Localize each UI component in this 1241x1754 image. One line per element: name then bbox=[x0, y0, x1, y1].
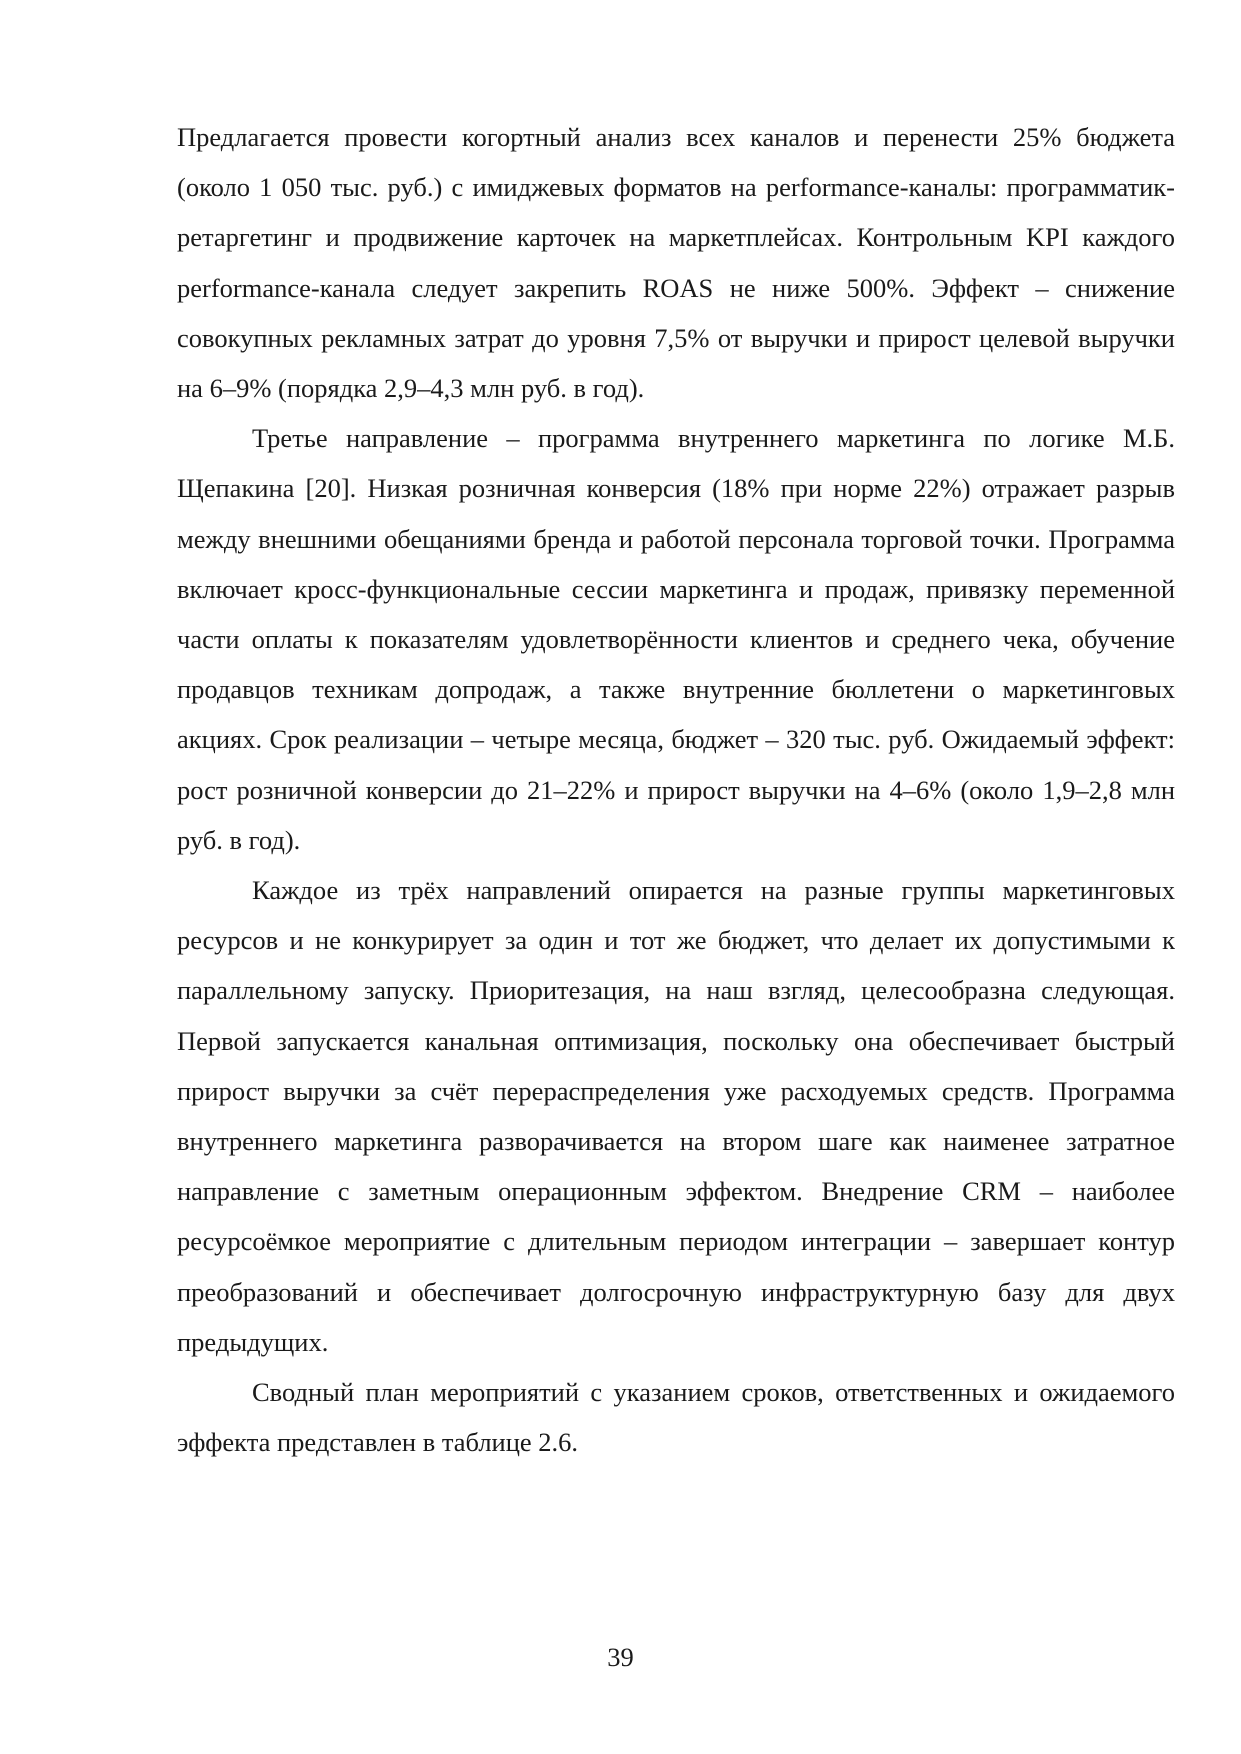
paragraph-3: Каждое из трёх направлений опирается на разные группы маркетинговых ресурсов и не конкурирует за один и тот же бюджет, что делает их допустимыми к параллельному запуску. Приоритезация, на наш взгляд, целесообразна следующая. Первой запускается канальная оптимизация, поскольку она обеспечивает быстрый прирост выручки за счёт перераспределения уже расходуемых средств. Программа внутреннего маркетинга разворачивается на втором шаге как наименее затратное направление с заметным операционным эффектом. Внедрение CRM – наиболее ресурсоёмкое мероприятие с длительным периодом интеграции – завершает контур преобразований и обеспечивает долгосрочную инфраструктурную базу для двух предыдущих. bbox=[177, 875, 1175, 1357]
paragraph-4: Сводный план мероприятий с указанием сроков, ответственных и ожидаемого эффекта представлен в таблице 2.6. bbox=[177, 1377, 1175, 1458]
paragraph-1: Предлагается провести когортный анализ всех каналов и перенести 25% бюджета (около 1 050 тыс. руб.) с имиджевых форматов на performance-каналы: программатик-ретаргетинг и продвижение карточек на маркетплейсах. Контрольным KPI каждого performance-канала следует закрепить ROAS не ниже 500%. Эффект – снижение совокупных рекламных затрат до уровня 7,5% от выручки и прирост целевой выручки на 6–9% (порядка 2,9–4,3 млн руб. в год). bbox=[177, 122, 1175, 404]
paragraph-2: Третье направление – программа внутреннего маркетинга по логике М.Б. Щепакина [20]. Низкая розничная конверсия (18% при норме 22%) отражает разрыв между внешними обещаниями бренда и работой персонала торговой точки. Программа включает кросс-функциональные сессии маркетинга и продаж, привязку переменной части оплаты к показателям удовлетворённости клиентов и среднего чека, обучение продавцов техникам допродаж, а также внутренние бюллетени о маркетинговых акциях. Срок реализации – четыре месяца, бюджет – 320 тыс. руб. Ожидаемый эффект: рост розничной конверсии до 21–22% и прирост выручки на 4–6% (около 1,9–2,8 млн руб. в год). bbox=[177, 423, 1175, 855]
body-text bbox=[177, 112, 1175, 1467]
page-number: 39 bbox=[607, 1642, 634, 1672]
